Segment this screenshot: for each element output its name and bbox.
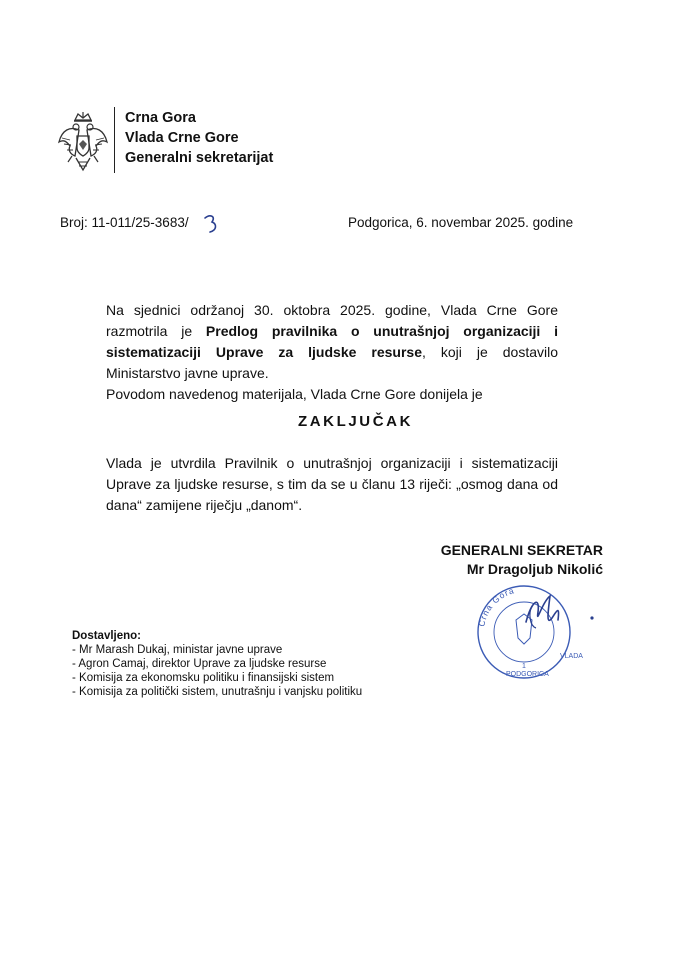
issuer-block <box>125 108 273 168</box>
signatory-title: GENERALNI SEKRETAR <box>440 542 603 558</box>
distribution-item: - Komisija za politički sistem, unutrašnju i vanjsku politiku <box>72 685 362 699</box>
reference-number: Broj: 11-011/25-3683/ <box>60 215 189 230</box>
svg-text:3: 3 <box>231 242 232 243</box>
signature-block <box>418 541 603 579</box>
svg-text:PODGORICA: PODGORICA <box>506 671 549 678</box>
conclusion-heading: ZAKLJUČAK <box>297 413 414 430</box>
decision-lead-in: Povodom navedenog materijala, Vlada Crne Gore donijela je <box>106 386 483 402</box>
issuer-country: Crna Gora <box>125 110 196 126</box>
issuer-office: Generalni sekretarijat <box>125 150 274 166</box>
distribution-item: - Agron Camaj, direktor Uprave za ljudske resurse <box>72 657 362 671</box>
svg-text:Crna Gora: Crna Gora <box>476 585 516 628</box>
intro-text: Na sjednici održanoj 30. oktobra 2025. godine, Vlada Crne Gore razmotrila je <box>106 302 558 339</box>
intro-end: , koji je dostavilo Ministarstvo javne uprave. <box>106 344 558 381</box>
distribution-title: Dostavljeno: <box>72 630 142 642</box>
svg-text:1: 1 <box>522 663 526 670</box>
intro-bold-title: Predlog pravilnika o unutrašnjoj organizaciji i sistematizaciji Uprave za ljudske resurse <box>106 323 558 360</box>
intro-paragraph <box>106 300 558 384</box>
conclusion-paragraph: Vlada je utvrdila Pravilnik o unutrašnjoj organizaciji i sistematizaciji Uprave za ljudske resurse, s tim da se u članu 13 riječi: „osmog dana od dana“ zamijene riječju „danom“. <box>106 455 558 513</box>
signatory-name: Mr Dragoljub Nikolić <box>466 561 603 577</box>
official-stamp <box>466 582 596 682</box>
svg-text:VLADA: VLADA <box>560 653 583 660</box>
distribution-list <box>72 629 362 699</box>
place-and-date: Podgorica, 6. novembar 2025. godine <box>348 215 574 230</box>
handwritten-number <box>201 212 232 246</box>
distribution-item: - Komisija za ekonomsku politiku i finansijski sistem <box>72 671 362 685</box>
header-divider <box>114 107 115 173</box>
issuer-government: Vlada Crne Gore <box>125 130 239 146</box>
montenegro-coat-of-arms-icon <box>58 112 108 174</box>
distribution-item: - Mr Marash Dukaj, ministar javne uprave <box>72 643 362 657</box>
